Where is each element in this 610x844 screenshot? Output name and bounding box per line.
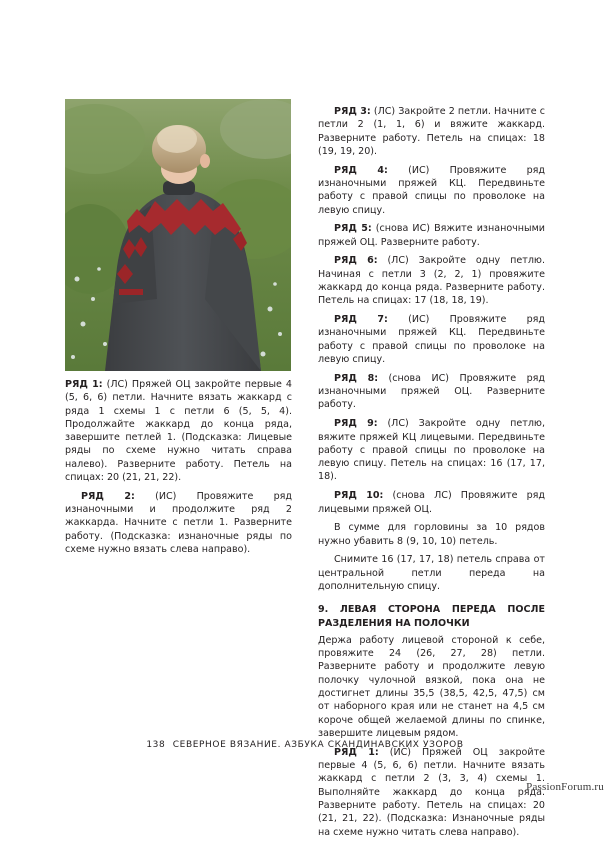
- row-label: РЯД 1:: [334, 746, 379, 758]
- boy-in-knitted-sweater-photo-icon: [65, 99, 291, 371]
- row-label: РЯД 4:: [334, 164, 388, 176]
- section-intro-paragraph: Держа работу лицевой стороной к себе, провяжите 24 (26, 27, 28) петли. Разверните работу и продолжите левую полочку чулочной вязкой, пока она не достигнет длины 35,5 (38,5, 42,5, 47,5) см от наборного края или не станет на 4,5 см короче общей желаемой длины по спинке, завершите лицевым рядом.: [318, 634, 545, 739]
- section-heading: 9. ЛЕВАЯ СТОРОНА ПЕРЕДА ПОСЛЕ РАЗДЕЛЕНИЯ НА ПОЛОЧКИ: [318, 604, 545, 629]
- row-7-paragraph: [318, 313, 545, 366]
- row-label: РЯД 6:: [334, 255, 378, 267]
- row-label: РЯД 3:: [334, 106, 371, 117]
- row-label: РЯД 8:: [334, 372, 379, 384]
- row-text: (ИС) Провяжите ряд изнаночными пряжей КЦ. Передвиньте работу с правой спицы по проволоке на левую спицу.: [318, 164, 545, 216]
- row-label: РЯД 5:: [334, 223, 372, 235]
- sweater-photo: [65, 99, 291, 371]
- row-text: (ИС) Провяжите ряд изнаночными и продолжите ряд 2 жаккарда. Начните с петли 1. Разверните работу. (Подсказка: изнаночные ряды по схеме нужно вязать слева направо).: [65, 490, 292, 556]
- row-6-paragraph: [318, 254, 545, 307]
- row-text: (снова ЛС) Провяжите ряд лицевыми пряжей ОЦ.: [318, 490, 545, 515]
- page-number: 138: [146, 740, 166, 750]
- section-row-1-paragraph: [318, 746, 545, 839]
- row-2-paragraph: [65, 490, 292, 556]
- row-label: РЯД 2:: [81, 490, 135, 502]
- row-label: РЯД 10:: [334, 490, 384, 502]
- watermark: PassionForum.ru: [526, 781, 604, 793]
- row-label: РЯД 9:: [334, 418, 378, 430]
- row-4-paragraph: [318, 164, 545, 217]
- row-5-paragraph: [318, 222, 545, 249]
- row-text: (ЛС) Пряжей ОЦ закройте первые 4 (5, 6, 6) петли. Начните вязать жаккард с ряда 1 схемы 1 с петли 6 (5, 5, 4). Продолжайте жаккард до конца ряда, завершите петлей 1. (Подсказка: Лицевые ряды по схеме нужно читать справа налево). Разверните работу. Петель на спицах: 20 (21, 21, 22).: [65, 379, 292, 484]
- row-text: (ЛС) Закройте одну петлю, вяжите пряжей КЦ лицевыми. Передвиньте работу с правой спицы по проволоке на левую спицу. Петель на спицах: 16 (17, 17, 18).: [318, 418, 545, 483]
- transfer-stitches-paragraph: Снимите 16 (17, 17, 18) петель справа от центральной петли переда на дополнительную спицу.: [318, 554, 545, 592]
- running-title: СЕВЕРНОЕ ВЯЗАНИЕ. АЗБУКА СКАНДИНАВСКИХ УЗОРОВ: [172, 740, 464, 750]
- left-text-column: [65, 378, 292, 562]
- row-text: (ИС) Пряжей ОЦ закройте первые 4 (5, 6, 6) петли. Начните вязать жаккард с петли 2 (3, 3, 4) схемы 1. Выполняйте жаккард до конца ряда. Разверните работу. Петель на спицах: 20 (21, 21, 22). (Подсказка: Изнаночные ряды на схеме нужно читать слева направо).: [318, 746, 546, 838]
- row-10-paragraph: [318, 489, 545, 516]
- row-1-paragraph: [65, 378, 292, 484]
- row-text: (ЛС) Закройте 2 петли. Начните с петли 2 (1, 1, 6) и вяжите жаккард. Разверните работу. Петель на спицах: 18 (19, 19, 20).: [318, 106, 545, 157]
- right-text-column: [318, 105, 545, 844]
- row-text: (снова ИС) Провяжите ряд изнаночными пряжей ОЦ. Разверните работу.: [318, 372, 545, 411]
- row-label: РЯД 1:: [65, 379, 103, 390]
- row-text: (ИС) Провяжите ряд изнаночными пряжей КЦ. Передвиньте работу с правой спицы по проволоке на левую спицу.: [318, 314, 545, 366]
- decrease-summary-paragraph: В сумме для горловины за 10 рядов нужно убавить 8 (9, 10, 10) петель.: [318, 522, 545, 547]
- row-text: (ЛС) Закройте одну петлю. Начиная с петли 3 (2, 2, 1) провяжите жаккард до конца ряда. Разверните работу. Петель на спицах: 17 (18, 18, 19).: [318, 255, 545, 307]
- page-footer: [0, 740, 610, 750]
- row-text: (снова ИС) Вяжите изнаночными пряжей ОЦ. Разверните работу.: [318, 223, 545, 248]
- row-9-paragraph: [318, 417, 545, 483]
- row-8-paragraph: [318, 372, 545, 412]
- row-3-paragraph: [318, 105, 545, 158]
- row-label: РЯД 7:: [334, 314, 388, 326]
